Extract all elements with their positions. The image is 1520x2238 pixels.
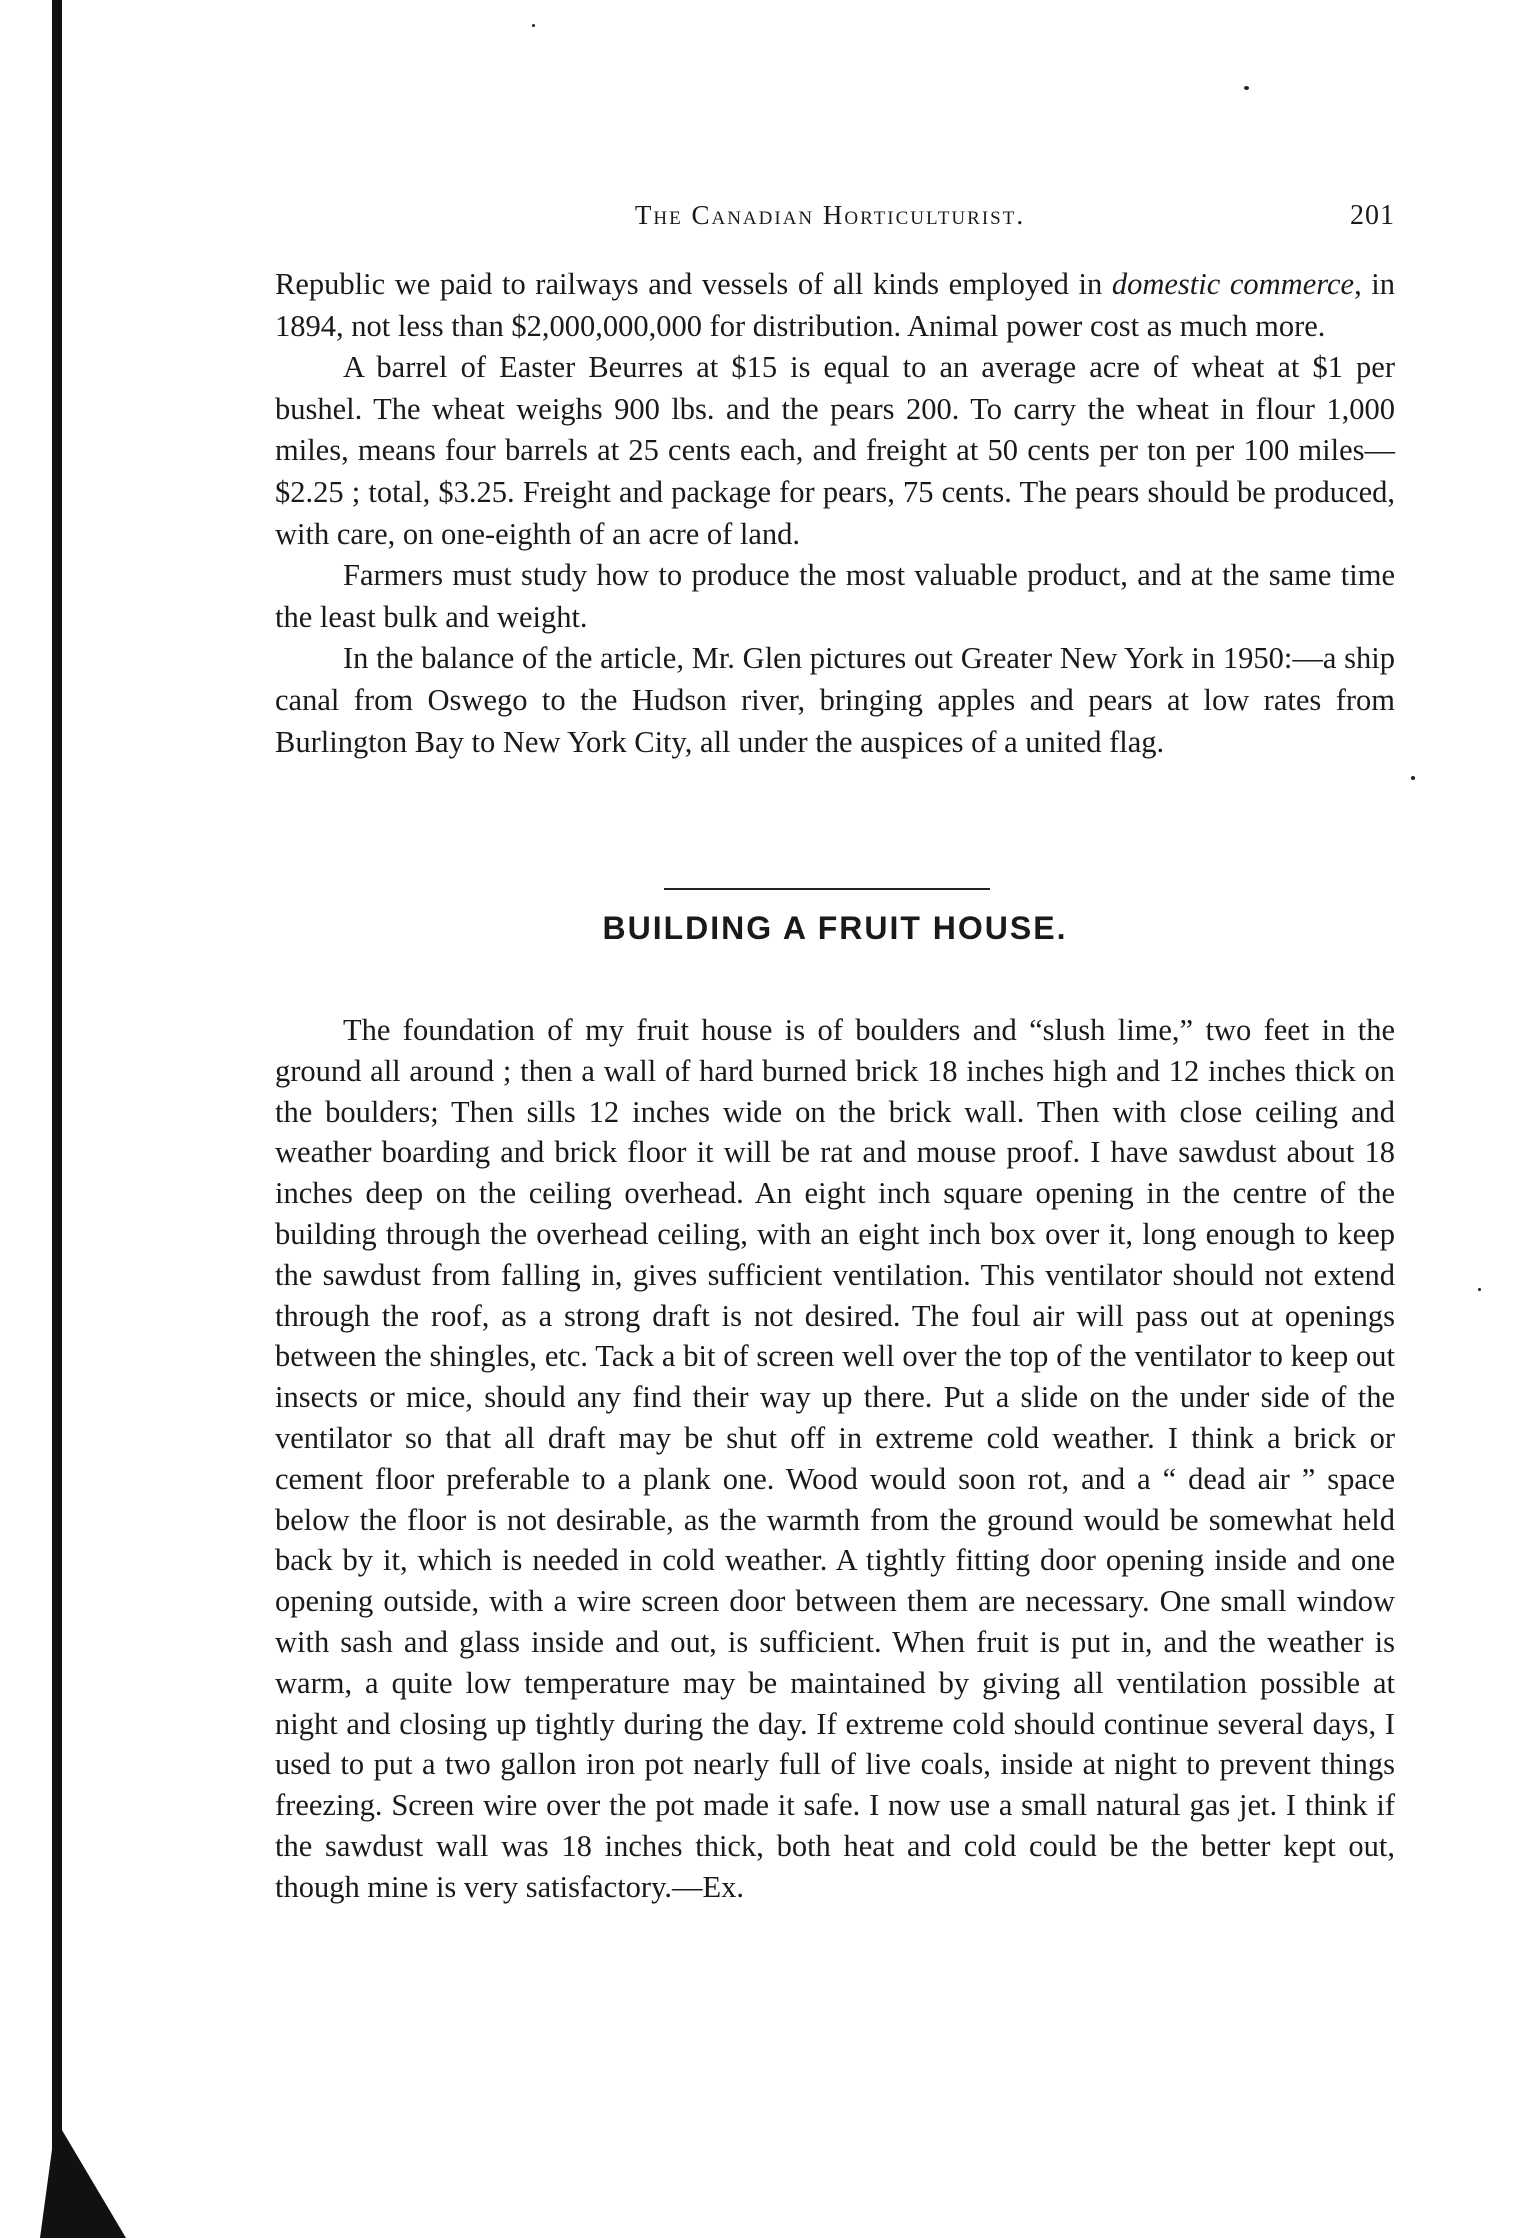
paragraph: Farmers must study how to produce the most valuable product, and at the same time the least bulk and weight. xyxy=(275,558,1395,634)
paragraph: A barrel of Easter Beurres at $15 is equal to an average acre of wheat at $1 per bushel. The wheat weighs 900 lbs. and the pears 200. To carry the wheat in flour 1,000 miles, means four barrels at 25 cents each, and freight at 50 cents per ton per 100 miles—$2.25 ; total, $3.25. Freight and package for pears, 75 cents. The pears should be produced, with care, on one-eighth of an acre of land. xyxy=(275,350,1395,551)
page-number: 201 xyxy=(1350,200,1395,231)
section-title: BUILDING A FRUIT HOUSE. xyxy=(602,910,1068,946)
paragraph: In the balance of the article, Mr. Glen pictures out Greater New York in 1950:—a ship canal from Oswego to the Hudson river, bringing apples and pears at low rates from Burlington Bay to New York City, all under the auspices of a united flag. xyxy=(275,641,1395,759)
paragraph: The foundation of my fruit house is of boulders and “slush lime,” two feet in the ground all around ; then a wall of hard burned brick 18 inches high and 12 inches thick on the boulders; Then sills 12 inches wide on the brick wall. Then with close ceiling and weather boarding and brick floor it will be rat and mouse proof. I have sawdust about 18 inches deep on the ceiling overhead. An eight inch square opening in the centre of the building through the overhead ceiling, with an eight inch box over it, long enough to keep the sawdust from falling in, gives sufficient ventilation. This ventilator should not extend through the roof, as a strong draft is not desired. The foul air will pass out at openings between the shingles, etc. Tack a bit of screen well over the top of the ventilator to keep out insects or mice, should any find their way up there. Put a slide on the under side of the ventilator so that all draft may be shut off in extreme cold weather. I think a brick or cement floor preferable to a plank one. Wood would soon rot, and a “ dead air ” space below the floor is not desirable, as the warmth from the ground would be somewhat held back by it, which is needed in cold weather. A tightly fitting door opening inside and one opening outside, with a wire screen door between them are necessary. One small window with sash and glass inside and out, is sufficient. When fruit is put in, and the weather is warm, a quite low temperature may be maintained by giving all ventilation possible at night and closing up tightly during the day. If extreme cold should continue several days, I used to put a two gallon iron pot nearly full of live coals, inside at night to prevent things freezing. Screen wire over the pot made it safe. I now use a small natural gas jet. I think if the sawdust wall was 18 inches thick, both heat and cold could be the better kept out, though mine is very satisfactory.—Ex. xyxy=(275,1013,1395,1904)
binding-shadow xyxy=(40,2120,126,2238)
scan-speck xyxy=(1411,776,1415,780)
running-title: The Canadian Horticulturist. xyxy=(634,200,1026,230)
section-divider xyxy=(664,888,990,890)
page-header xyxy=(275,200,1395,240)
scan-speck xyxy=(1478,1288,1481,1291)
paragraph: Republic we paid to railways and vessels of all kinds employed in domestic commerce, in 1894, not less than $2,000,000,000 for distribution. Animal power cost as much more. xyxy=(275,267,1396,343)
italic-phrase: domestic commerce xyxy=(1111,267,1355,301)
page-binding-edge xyxy=(52,0,62,2238)
scan-speck xyxy=(1244,86,1249,90)
fruit-house-article xyxy=(275,1010,1395,1908)
continued-article xyxy=(275,264,1395,763)
scan-speck xyxy=(532,24,535,27)
